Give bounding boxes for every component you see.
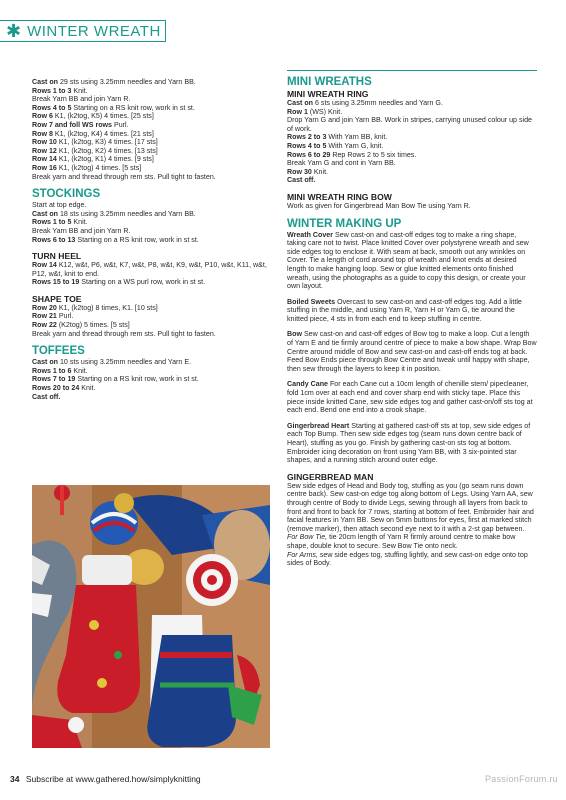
instruction-line: Rows 15 to 19 Starting on a WS purl row, work in st st. xyxy=(32,278,206,287)
gingerbread-bow-tie-text: For Bow Tie, tie 20cm length of Yarn R firmly around centre to make bow shape, double knot to secure. Sew Bow Tie onto neck. xyxy=(287,533,516,550)
instruction-line: Rows 1 to 3 Knit. xyxy=(32,86,88,95)
toffees-heading: TOFFEES xyxy=(32,345,85,358)
instruction-line: Row 16 K1, (k2tog) 4 times. [5 sts] xyxy=(32,163,142,172)
wreath-photo xyxy=(32,485,270,748)
shape-toe-instructions xyxy=(32,304,268,338)
instruction-line: Cast off. xyxy=(32,392,61,401)
instruction-line: Row 12 K1, (k2tog, K2) 4 times. [13 sts] xyxy=(32,146,158,155)
stockings-heading: STOCKINGS xyxy=(32,188,101,201)
mini-wreath-ring-heading: MINI WREATH RING xyxy=(287,89,369,99)
instruction-line: Row 22 (K2tog) 5 times. [5 sts] xyxy=(32,321,130,330)
page-footer xyxy=(10,774,201,784)
instruction-line: Break Yarn BB and join Yarn R. xyxy=(32,226,131,235)
instruction-line: Break Yarn BB and join Yarn R. xyxy=(32,95,131,104)
watermark: PassionForum.ru xyxy=(484,774,558,784)
making-up-paragraph: Gingerbread Heart Starting at gathered cast-off sts at top, sew side edges of each Top Bump. Then sew side edges tog (seam runs down centre back of Heart), stuffing as you go. Finish by gathering cast-on sts tog at bottom. Embroider icing decoration on front using Yarn BB, with 3 six-pointed star shapes, and a running stitch around outer edge. xyxy=(287,421,531,465)
section-title: WINTER WREATH xyxy=(27,22,161,40)
mini-wreath-ring-bow-text: Work as given for Gingerbread Man Bow Tie using Yarn R. xyxy=(287,201,471,210)
instruction-line: Drop Yarn G and join Yarn BB. Work in stripes, carrying unused colour up side of work. xyxy=(287,116,532,133)
instruction-line: Break yarn and thread through rem sts. Pull tight to fasten. xyxy=(32,329,216,338)
making-up-paragraph: Bow Sew cast-on and cast-off edges of Bow tog to make a loop. Cut a length of Yarn E and tie firmly around centre of piece to make a bow shape. Wrap Bow Centre around middle of Bow and sew cast-on and cast-off ends tog at back. Feed Bow Ends piece through Bow Centre and tweak until happy with shape, then sew through the layers to keep it in position. xyxy=(287,330,537,373)
intro-instructions xyxy=(32,78,268,181)
instruction-line: Row 20 K1, (k2tog) 8 times, K1. [10 sts] xyxy=(32,303,158,312)
instruction-line: Rows 1 to 6 Knit. xyxy=(32,366,88,375)
turn-heel-instructions xyxy=(32,261,268,287)
gingerbread-man-text: Sew side edges of Head and Body tog, stuffing as you (go seam runs down centre back). Sew cast-on edge tog along bottom of Legs. Using Yarn AA, sew through centre of Body to divide Legs, sewing through all layers from back to front and front to back for 7 rows, starting at bottom of feet. Embroider hair and facial features in Yarn BB. Sew on 5mm buttons for eyes, first at marked stitch (remove marker), then attach second eye next to it with a 2-st gap between. xyxy=(287,481,534,533)
instruction-line: Cast off. xyxy=(287,176,316,185)
mini-wreath-ring-instructions xyxy=(287,99,537,185)
instruction-line: Row 7 and foll WS rows Purl. xyxy=(32,120,129,129)
instruction-line: Rows 4 to 5 Starting on a RS knit row, work in st st. xyxy=(32,103,195,112)
winter-making-up-heading: WINTER MAKING UP xyxy=(287,217,402,230)
making-up-paragraph: Wreath Cover Sew cast-on and cast-off edges tog to make a ring shape, taking care not to twist. Place knitted Cover over polystyrene wreath and sew side edges tog to enclose it. With seam at back, smooth out any wrinkles on Cover. Tie a length of cord around top of wreath and knot ends at desired length to make hanging loop. Sew or glue knitted elements onto finished wreath, using the photographs as a guide to copy this design, or create your own layout. xyxy=(287,230,529,291)
turn-heel-heading: TURN HEEL xyxy=(32,251,82,262)
top-rule xyxy=(287,70,537,71)
mini-wreaths-heading: MINI WREATHS xyxy=(287,76,372,88)
instruction-line: Cast on 6 sts using 3.25mm needles and Yarn G. xyxy=(287,99,443,107)
instruction-line: Break yarn and thread through rem sts. Pull tight to fasten. xyxy=(32,172,216,181)
shape-toe-heading: SHAPE TOE xyxy=(32,293,82,304)
knitted-stockings-illustration xyxy=(32,485,270,748)
instruction-line: Row 10 K1, (k2tog, K3) 4 times. [17 sts] xyxy=(32,138,158,147)
subscribe-link[interactable]: Subscribe at www.gathered.how/simplyknitting xyxy=(25,774,201,784)
instruction-line: Rows 6 to 13 Starting on a RS knit row, work in st st. xyxy=(32,235,199,244)
instruction-line: Row 21 Purl. xyxy=(32,312,74,321)
instruction-line: Rows 1 to 5 Knit. xyxy=(32,218,88,227)
instruction-line: Row 30 Knit. xyxy=(287,167,329,176)
left-column xyxy=(32,78,268,401)
section-tag xyxy=(0,20,166,42)
right-column xyxy=(287,76,537,568)
instruction-line: Cast on 18 sts using 3.25mm needles and Yarn BB. xyxy=(32,209,196,218)
making-up-paragraph: Boiled Sweets Overcast to sew cast-on and cast-off edges tog. Add a little stuffing in the middle, and using Yarn R, Yarn H or Yarn G, tie around the knitted piece, 4 sts in from each end to keep stuffing in centre. xyxy=(287,297,522,323)
instruction-line: Start at top edge. xyxy=(32,201,87,210)
instruction-line: Rows 4 to 5 With Yarn G, knit. xyxy=(287,141,384,150)
making-up-paragraph: Candy Cane For each Cane cut a 10cm length of chenille stem/ pipecleaner, fold 1cm over at each end and cover sharp end with sticky tape. Place this piece inside knitted Cane, sew side edges tog and gather cast-on/off sts tog at each end. Bend one end into a crook shape. xyxy=(287,380,533,415)
instruction-line: Break Yarn G and cont in Yarn BB. xyxy=(287,159,396,168)
instruction-line: Row 8 K1, (k2tog, K4) 4 times. [21 sts] xyxy=(32,129,154,138)
instruction-line: Rows 2 to 3 With Yarn BB, knit. xyxy=(287,133,388,142)
stockings-instructions xyxy=(32,201,268,244)
instruction-line: Rows 6 to 29 Rep Rows 2 to 5 six times. xyxy=(287,150,417,159)
toffees-instructions xyxy=(32,358,268,401)
making-up-paragraphs xyxy=(287,231,537,465)
instruction-line: Cast on 29 sts using 3.25mm needles and Yarn BB. xyxy=(32,78,196,86)
instruction-line: Rows 7 to 19 Starting on a RS knit row, work in st st. xyxy=(32,375,199,384)
gingerbread-arms-text: For Arms, sew side edges tog, stuffing lightly, and sew cast-on edge onto top sides of Body. xyxy=(287,550,528,568)
star-icon: ✱ xyxy=(6,21,22,41)
mini-wreath-ring-bow-heading: MINI WREATH RING BOW xyxy=(287,191,392,202)
instruction-line: Row 14 K12, w&t, P6, w&t, K7, w&t, P8, w&t, K9, w&t, P10, w&t, K11, w&t, P12, w&t, knit to end. xyxy=(32,261,267,278)
instruction-line: Rows 20 to 24 Knit. xyxy=(32,384,96,393)
instruction-line: Row 1 (WS) Knit. xyxy=(287,107,343,116)
instruction-line: Row 6 K1, (k2tog, K5) 4 times. [25 sts] xyxy=(32,112,154,121)
instruction-line: Cast on 10 sts using 3.25mm needles and Yarn E. xyxy=(32,358,192,367)
instruction-line: Row 14 K1, (k2tog, K1) 4 times. [9 sts] xyxy=(32,155,154,164)
gingerbread-man-heading: GINGERBREAD MAN xyxy=(287,471,374,482)
page-header xyxy=(0,0,566,48)
page-number: 34 xyxy=(10,774,20,784)
